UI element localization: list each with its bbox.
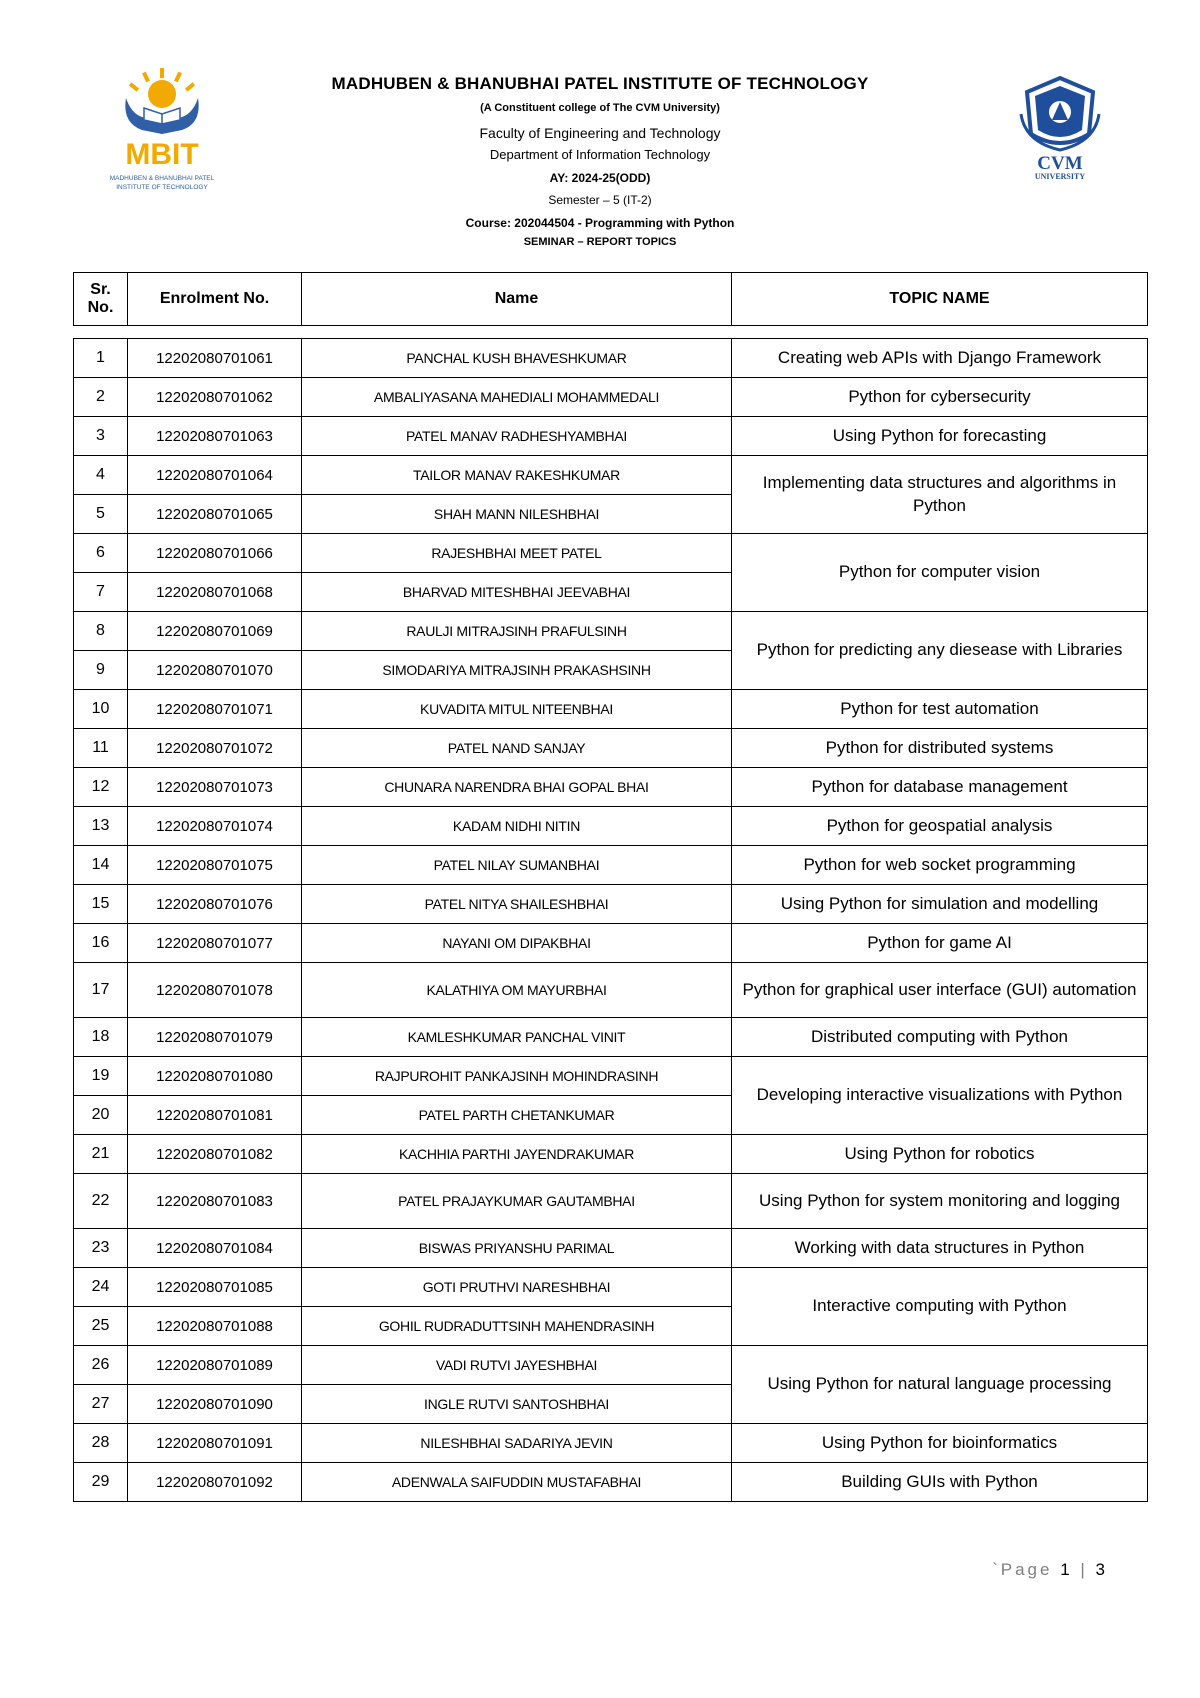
table-row (74, 1018, 1148, 1057)
enrolment-cell: 12202080701075 (128, 846, 302, 885)
sr-no-cell: 15 (74, 885, 128, 924)
enrolment-cell: 12202080701082 (128, 1135, 302, 1174)
table-row (74, 885, 1148, 924)
sr-no-cell: 26 (74, 1346, 128, 1385)
col-name: Name (302, 273, 732, 326)
topic-cell: Python for predicting any diesease with Libraries (732, 612, 1148, 690)
name-cell: PATEL NITYA SHAILESHBHAI (302, 885, 732, 924)
enrolment-cell: 12202080701076 (128, 885, 302, 924)
table-row (74, 534, 1148, 573)
topics-table-header (73, 272, 1148, 326)
enrolment-cell: 12202080701084 (128, 1229, 302, 1268)
name-cell: PANCHAL KUSH BHAVESHKUMAR (302, 339, 732, 378)
table-row (74, 729, 1148, 768)
mbit-logo-text: MBIT (125, 138, 199, 171)
col-enrolment-no: Enrolment No. (128, 273, 302, 326)
name-cell: PATEL PARTH CHETANKUMAR (302, 1096, 732, 1135)
table-row (74, 1268, 1148, 1307)
topic-cell: Python for graphical user interface (GUI) automation (732, 963, 1148, 1018)
name-cell: RAULJI MITRAJSINH PRAFULSINH (302, 612, 732, 651)
name-cell: AMBALIYASANA MAHEDIALI MOHAMMEDALI (302, 378, 732, 417)
cvm-logo-caption: UNIVERSITY (1034, 172, 1086, 181)
sr-no-cell: 20 (74, 1096, 128, 1135)
name-cell: PATEL NAND SANJAY (302, 729, 732, 768)
name-cell: KACHHIA PARTHI JAYENDRAKUMAR (302, 1135, 732, 1174)
sr-no-cell: 1 (74, 339, 128, 378)
enrolment-cell: 12202080701073 (128, 768, 302, 807)
sr-no-cell: 19 (74, 1057, 128, 1096)
enrolment-cell: 12202080701068 (128, 573, 302, 612)
enrolment-cell: 12202080701088 (128, 1307, 302, 1346)
sr-no-cell: 2 (74, 378, 128, 417)
enrolment-cell: 12202080701064 (128, 456, 302, 495)
sr-no-cell: 5 (74, 495, 128, 534)
sr-no-cell: 14 (74, 846, 128, 885)
table-row (74, 807, 1148, 846)
cvm-logo-text: CVM (1037, 153, 1083, 174)
sr-no-cell: 10 (74, 690, 128, 729)
table-row (74, 963, 1148, 1018)
col-sr-no: Sr. No. (74, 273, 128, 326)
topic-cell: Python for web socket programming (732, 846, 1148, 885)
enrolment-cell: 12202080701080 (128, 1057, 302, 1096)
name-cell: INGLE RUTVI SANTOSHBHAI (302, 1385, 732, 1424)
sr-no-cell: 25 (74, 1307, 128, 1346)
name-cell: VADI RUTVI JAYESHBHAI (302, 1346, 732, 1385)
topic-cell: Python for database management (732, 768, 1148, 807)
table-row (74, 846, 1148, 885)
topic-cell: Python for computer vision (732, 534, 1148, 612)
header-text-block (250, 74, 950, 249)
table-row (74, 456, 1148, 495)
course-line: Course: 202044504 - Programming with Python (465, 215, 735, 230)
sr-no-cell: 18 (74, 1018, 128, 1057)
topic-cell: Developing interactive visualizations with Python (732, 1057, 1148, 1135)
topic-cell: Using Python for forecasting (732, 417, 1148, 456)
enrolment-cell: 12202080701078 (128, 963, 302, 1018)
topic-cell: Building GUIs with Python (732, 1463, 1148, 1502)
sr-no-cell: 22 (74, 1174, 128, 1229)
enrolment-cell: 12202080701069 (128, 612, 302, 651)
topic-cell: Using Python for robotics (732, 1135, 1148, 1174)
table-row (74, 378, 1148, 417)
page-separator: | (1072, 1560, 1096, 1579)
sr-no-cell: 7 (74, 573, 128, 612)
name-cell: NILESHBHAI SADARIYA JEVIN (302, 1424, 732, 1463)
sr-no-cell: 29 (74, 1463, 128, 1502)
topic-cell: Distributed computing with Python (732, 1018, 1148, 1057)
topic-cell: Python for game AI (732, 924, 1148, 963)
enrolment-cell: 12202080701062 (128, 378, 302, 417)
enrolment-cell: 12202080701079 (128, 1018, 302, 1057)
name-cell: KALATHIYA OM MAYURBHAI (302, 963, 732, 1018)
department-line: Department of Information Technology (489, 147, 711, 163)
sr-no-cell: 16 (74, 924, 128, 963)
name-cell: KADAM NIDHI NITIN (302, 807, 732, 846)
topic-cell: Using Python for system monitoring and logging (732, 1174, 1148, 1229)
sr-no-cell: 24 (74, 1268, 128, 1307)
topics-table (73, 338, 1148, 1502)
svg-text:INSTITUTE OF TECHNOLOGY: INSTITUTE OF TECHNOLOGY (116, 184, 208, 191)
sr-no-cell: 11 (74, 729, 128, 768)
enrolment-cell: 12202080701085 (128, 1268, 302, 1307)
enrolment-cell: 12202080701089 (128, 1346, 302, 1385)
col-topic-name: TOPIC NAME (732, 273, 1148, 326)
page-footer (0, 1560, 1108, 1580)
mbit-logo (92, 68, 232, 196)
table-row (74, 1229, 1148, 1268)
enrolment-cell: 12202080701070 (128, 651, 302, 690)
enrolment-cell: 12202080701066 (128, 534, 302, 573)
topic-cell: Using Python for bioinformatics (732, 1424, 1148, 1463)
svg-text:MADHUBEN & BHANUBHAI PATEL: MADHUBEN & BHANUBHAI PATEL (109, 175, 215, 182)
name-cell: CHUNARA NARENDRA BHAI GOPAL BHAI (302, 768, 732, 807)
table-row (74, 1057, 1148, 1096)
table-row (74, 924, 1148, 963)
sr-no-cell: 23 (74, 1229, 128, 1268)
name-cell: RAJPUROHIT PANKAJSINH MOHINDRASINH (302, 1057, 732, 1096)
institute-title: MADHUBEN & BHANUBHAI PATEL INSTITUTE OF TECHNOLOGY (331, 74, 869, 93)
name-cell: ADENWALA SAIFUDDIN MUSTAFABHAI (302, 1463, 732, 1502)
enrolment-cell: 12202080701091 (128, 1424, 302, 1463)
semester-line: Semester – 5 (IT-2) (548, 193, 652, 208)
enrolment-cell: 12202080701081 (128, 1096, 302, 1135)
sr-no-cell: 4 (74, 456, 128, 495)
name-cell: GOHIL RUDRADUTTSINH MAHENDRASINH (302, 1307, 732, 1346)
topic-cell: Working with data structures in Python (732, 1229, 1148, 1268)
cvm-university-logo (1005, 72, 1115, 182)
table-row (74, 1463, 1148, 1502)
name-cell: KAMLESHKUMAR PANCHAL VINIT (302, 1018, 732, 1057)
sr-no-cell: 27 (74, 1385, 128, 1424)
topic-cell: Creating web APIs with Django Framework (732, 339, 1148, 378)
seminar-line: SEMINAR – REPORT TOPICS (523, 236, 677, 249)
name-cell: RAJESHBHAI MEET PATEL (302, 534, 732, 573)
name-cell: BISWAS PRIYANSHU PARIMAL (302, 1229, 732, 1268)
table-row (74, 1424, 1148, 1463)
topic-cell: Implementing data structures and algorithms in Python (732, 456, 1148, 534)
table-row (74, 768, 1148, 807)
table-row (74, 417, 1148, 456)
sr-no-cell: 8 (74, 612, 128, 651)
page-current: 1 (1060, 1560, 1073, 1579)
enrolment-cell: 12202080701063 (128, 417, 302, 456)
name-cell: PATEL NILAY SUMANBHAI (302, 846, 732, 885)
topic-cell: Python for cybersecurity (732, 378, 1148, 417)
enrolment-cell: 12202080701077 (128, 924, 302, 963)
name-cell: NAYANI OM DIPAKBHAI (302, 924, 732, 963)
page-label: `Page (992, 1560, 1061, 1579)
topic-cell: Using Python for simulation and modelling (732, 885, 1148, 924)
table-header-row (74, 273, 1148, 326)
enrolment-cell: 12202080701083 (128, 1174, 302, 1229)
document-header (0, 0, 1200, 268)
sr-no-cell: 9 (74, 651, 128, 690)
enrolment-cell: 12202080701061 (128, 339, 302, 378)
enrolment-cell: 12202080701074 (128, 807, 302, 846)
table-row (74, 339, 1148, 378)
table-row (74, 1135, 1148, 1174)
name-cell: GOTI PRUTHVI NARESHBHAI (302, 1268, 732, 1307)
sr-no-cell: 21 (74, 1135, 128, 1174)
enrolment-cell: 12202080701072 (128, 729, 302, 768)
name-cell: PATEL PRAJAYKUMAR GAUTAMBHAI (302, 1174, 732, 1229)
sr-no-cell: 12 (74, 768, 128, 807)
name-cell: TAILOR MANAV RAKESHKUMAR (302, 456, 732, 495)
name-cell: KUVADITA MITUL NITEENBHAI (302, 690, 732, 729)
table-row (74, 612, 1148, 651)
topic-cell: Python for geospatial analysis (732, 807, 1148, 846)
enrolment-cell: 12202080701092 (128, 1463, 302, 1502)
sr-no-cell: 13 (74, 807, 128, 846)
table-row (74, 690, 1148, 729)
institute-subtitle: (A Constituent college of The CVM University) (480, 102, 720, 115)
topic-cell: Python for test automation (732, 690, 1148, 729)
sr-no-cell: 28 (74, 1424, 128, 1463)
sr-no-cell: 6 (74, 534, 128, 573)
enrolment-cell: 12202080701090 (128, 1385, 302, 1424)
table-row (74, 1174, 1148, 1229)
faculty-line: Faculty of Engineering and Technology (479, 124, 721, 141)
topic-cell: Interactive computing with Python (732, 1268, 1148, 1346)
name-cell: PATEL MANAV RADHESHYAMBHAI (302, 417, 732, 456)
name-cell: SIMODARIYA MITRAJSINH PRAKASHSINH (302, 651, 732, 690)
topic-cell: Python for distributed systems (732, 729, 1148, 768)
sr-no-cell: 3 (74, 417, 128, 456)
sr-no-cell: 17 (74, 963, 128, 1018)
enrolment-cell: 12202080701071 (128, 690, 302, 729)
name-cell: SHAH MANN NILESHBHAI (302, 495, 732, 534)
page-total: 3 (1095, 1560, 1108, 1579)
academic-year-line: AY: 2024-25(ODD) (549, 170, 651, 185)
enrolment-cell: 12202080701065 (128, 495, 302, 534)
table-row (74, 1346, 1148, 1385)
name-cell: BHARVAD MITESHBHAI JEEVABHAI (302, 573, 732, 612)
topic-cell: Using Python for natural language processing (732, 1346, 1148, 1424)
